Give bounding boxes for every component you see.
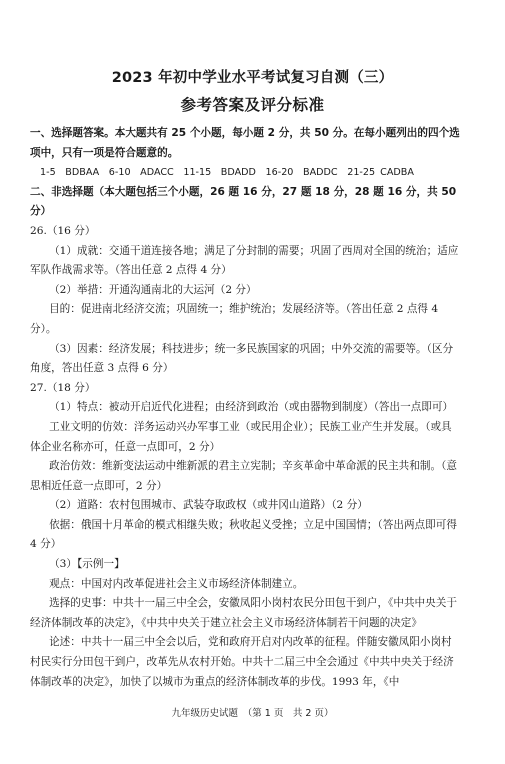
q27-label: 27.（18 分）: [30, 381, 96, 394]
page-footer: 九年级历史试题 （第 1 页 共 2 页）: [171, 708, 334, 719]
section2-heading: 二、非选择题（本大题包括三个小题，26 题 16 分，27 题 18 分，28 题 16 分，共 50 分）: [30, 185, 457, 218]
page-title: 2023 年初中学业水平考试复习自测（三）: [111, 70, 394, 86]
q27-part3-viewpoint: 观点：中国对内改革促进社会主义市场经济体制建立。: [49, 577, 304, 590]
q27-part2-basis: 依据：俄国十月革命的模式相继失败；秋收起义受挫；立足中国国情；（答出两点即可得 4 分）: [30, 518, 457, 551]
q27-part1-politics: 政治仿效：维新变法运动中维新派的君主立宪制；辛亥革命中革命派的民主共和制。（意思相近任意一点即可，2 分）: [30, 460, 457, 492]
q26-part2: （2）举措：开通沟通南北的大运河（2 分）: [49, 283, 257, 296]
q26-part1: （1）成就：交通干道连接各地；满足了分封制的需要；巩固了西周对全国的统治；适应军队作战需求等。（答出任意 2 点得 4 分）: [30, 244, 459, 277]
answer-content: [30, 124, 462, 692]
q27-part3-example-label: （3）【示例一】: [49, 558, 125, 571]
multiple-choice-answers: 1-5 BDBAA 6-10 ADACC 11-15 BDADD 16-20 BADDC 21-25 CADBA: [40, 167, 414, 179]
q27-part3-events: 选择的史事：中共十一届三中全会，安徽凤阳小岗村农民分田包干到户，《中共中央关于经济体制改革的决定》，《中共中央关于建立社会主义市场经济体制若干问题的决定》: [30, 597, 457, 629]
q27-part2: （2）道路：农村包围城市、武装夺取政权（或井冈山道路）（2 分）: [49, 499, 368, 512]
q27-part1: （1）特点：被动开启近代化进程；由经济到政治（或由器物到制度）（答出一点即可）: [49, 401, 454, 414]
q26-part2-purpose: 目的：促进南北经济交流；巩固统一；维护统治；发展经济等。（答出任意 2 点得 4 分）。: [30, 303, 439, 335]
q26-part3: （3）因素：经济发展；科技进步；统一多民族国家的巩固；中外交流的需要等。（区分角度，答出任意 3 点得 6 分）: [30, 342, 454, 375]
q27-part3-argument: 论述：中共十一届三中全会以后，党和政府开启对内改革的征程。伴随安徽凤阳小岗村村民实行分田包干到户，改革先从农村开始。中共十二届三中全会通过《中共中央关于经济体制改革的决定》，加快了以城市为重点的经济体制改革的步伐。1993 年，《中: [30, 636, 454, 688]
section1-heading: 一、选择题答案。本大题共有 25 个小题，每小题 2 分，共 50 分。在每小题列出的四个选项中，只有一项是符合题意的。: [30, 127, 460, 159]
page-subtitle: 参考答案及评分标准: [180, 96, 325, 114]
q26-label: 26.（16 分）: [30, 224, 96, 237]
q27-part1-industry: 工业文明的仿效：洋务运动兴办军事工业（或民用企业）；民族工业产生并发展。（或具体企业名称亦可，任意一点即可，2 分）: [30, 420, 452, 453]
